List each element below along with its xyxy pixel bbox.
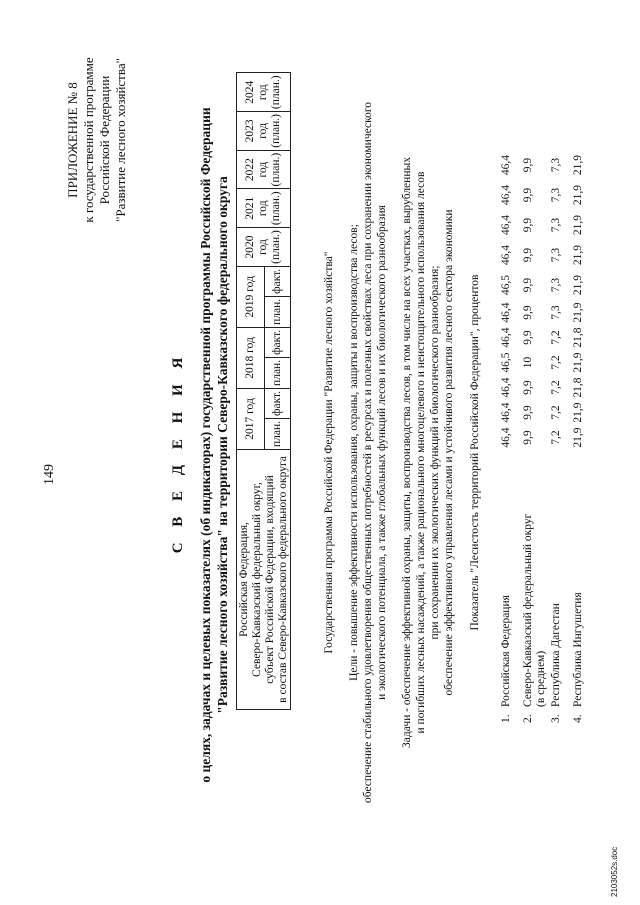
row-value: 21,9 xyxy=(572,214,584,236)
plan-2018: план. xyxy=(265,357,291,388)
row-value: 7,3 xyxy=(550,187,562,203)
tasks-line-1: Задачи - обеспечение эффективной охраны, защиты, воспроизводства лесов, в том числе на всех участках, вырубленных xyxy=(401,157,413,748)
table-row xyxy=(550,150,572,727)
row-value: 21,9 xyxy=(572,244,584,266)
goals-line-3: и экологического потенциала, а также глобальных функций лесов и их биологического разнообразия xyxy=(376,205,388,700)
row-region-name: Республика Дагестан xyxy=(550,603,562,707)
table-row xyxy=(522,150,550,727)
fact-2019: факт. xyxy=(265,266,291,296)
region-column-header: Российская Федерация, Северо-Кавказский федеральный округ, субъект Российской Федерации, входящий в состав Северо-Кавказского федерального округа xyxy=(237,450,291,710)
row-value: 46,4 xyxy=(500,327,512,348)
document-subheading xyxy=(197,95,231,795)
appendix-title: ПРИЛОЖЕНИЕ № 8 xyxy=(65,82,80,198)
row-region-name: Северо-Кавказский федеральный округ (в среднем) xyxy=(522,513,547,707)
row-number: 4. xyxy=(572,714,584,723)
table-row xyxy=(572,150,594,727)
row-value: 46,4 xyxy=(500,302,512,323)
row-value: 7,3 xyxy=(550,277,562,293)
row-value: 9,9 xyxy=(522,217,534,233)
row-number: 3. xyxy=(550,714,562,723)
data-table xyxy=(500,150,594,727)
row-value: 21,9 xyxy=(572,352,584,373)
year-2018-header: 2018 год xyxy=(237,327,265,388)
year-2023-header: 2023 год (план.) xyxy=(237,112,291,151)
row-region-name: Российская Федерация xyxy=(500,595,512,707)
document-heading: С В Е Д Е Н И Я xyxy=(170,351,186,554)
goals-line-1: Цели - повышение эффективности использования, охраны, защиты и воспроизводства лесов; xyxy=(348,224,360,681)
fact-2017: факт. xyxy=(265,388,291,418)
row-value: 9,9 xyxy=(522,187,534,203)
table-row xyxy=(500,150,522,727)
appendix-block xyxy=(65,15,129,265)
row-value: 7,2 xyxy=(550,380,562,395)
row-value: 7,2 xyxy=(550,430,562,445)
row-value: 46,5 xyxy=(500,352,512,373)
row-value: 46,4 xyxy=(500,184,512,206)
program-line: Государственная программа Российской Федерации "Развитие лесного хозяйства" xyxy=(323,251,335,654)
row-value: 9,9 xyxy=(522,157,534,173)
plan-2019: план. xyxy=(265,296,291,327)
indicator-line: Показатель "Лесистость территорий Российской Федерации", процентов xyxy=(469,274,481,631)
footer-filename: 2103052s.doc xyxy=(610,846,619,897)
row-value: 46,4 xyxy=(500,154,512,176)
appendix-line-3: "Развитие лесного хозяйства" xyxy=(113,58,128,222)
row-value: 9,9 xyxy=(522,430,534,445)
row-value: 9,9 xyxy=(522,330,534,345)
year-2022-header: 2022 год (план.) xyxy=(237,150,291,189)
goals-line-2: обеспечение стабильного удовлетворения общественных потребностей в ресурсах и полезных свойствах леса при сохранении экономического xyxy=(362,101,374,804)
year-2021-header: 2021 год (план.) xyxy=(237,189,291,228)
row-value: 46,4 xyxy=(500,214,512,236)
row-number: 1. xyxy=(500,714,512,723)
row-value: 7,3 xyxy=(550,305,562,320)
row-value: 7,2 xyxy=(550,405,562,420)
row-region-name: Республика Ингушетия xyxy=(572,592,584,707)
row-value: 21,9 xyxy=(572,274,584,296)
row-value: 21,8 xyxy=(572,377,584,398)
row-value: 9,9 xyxy=(522,277,534,293)
row-value: 46,4 xyxy=(500,244,512,266)
row-value: 7,3 xyxy=(550,217,562,233)
tasks-line-4: обеспечение эффективного управления лесами и устойчивого развития лесного сектора экономики xyxy=(443,209,455,696)
year-2024-header: 2024 год (план.) xyxy=(237,73,291,112)
row-value: 9,9 xyxy=(522,405,534,420)
row-value: 7,2 xyxy=(550,355,562,370)
year-2019-header: 2019 год xyxy=(237,266,265,327)
row-value: 10 xyxy=(522,356,534,369)
row-value: 9,9 xyxy=(522,305,534,320)
row-value: 21,9 xyxy=(572,402,584,423)
header-table xyxy=(236,72,291,710)
plan-2017: план. xyxy=(265,418,291,449)
appendix-line-2: Российской Федерации xyxy=(97,75,112,205)
row-value: 9,9 xyxy=(522,247,534,263)
row-number: 2. xyxy=(522,714,534,723)
row-value: 21,9 xyxy=(572,184,584,206)
appendix-line-1: к государственной программе xyxy=(81,57,96,223)
fact-2018: факт. xyxy=(265,327,291,357)
tasks-line-3: при сохранении их экологических функций и биологического разнообразия; xyxy=(429,265,441,640)
row-value: 46,4 xyxy=(500,402,512,423)
tasks-line-2: и погибших лесных насаждений, а также рационального многоцелевого и неистощительного использования лесов xyxy=(415,171,427,734)
row-value: 7,3 xyxy=(550,157,562,173)
row-value: 7,2 xyxy=(550,330,562,345)
row-value: 7,3 xyxy=(550,247,562,263)
page-number: 149 xyxy=(42,464,57,485)
row-value: 46,5 xyxy=(500,274,512,296)
subheading-line-2: "Развитие лесного хозяйства" на территории Северо-Кавказского федерального округа xyxy=(215,176,230,714)
row-value: 46,4 xyxy=(500,427,512,448)
year-2020-header: 2020 год (план.) xyxy=(237,228,291,267)
row-value: 21,9 xyxy=(572,427,584,448)
row-value: 21,9 xyxy=(572,154,584,176)
row-value: 21,9 xyxy=(572,302,584,323)
year-2017-header: 2017 год xyxy=(237,388,265,449)
row-value: 9,9 xyxy=(522,380,534,395)
row-value: 21,8 xyxy=(572,327,584,348)
row-value: 46,4 xyxy=(500,377,512,398)
subheading-line-1: о целях, задачах и целевых показателях (об индикаторах) государственной программы Российской Федерации xyxy=(198,107,213,783)
